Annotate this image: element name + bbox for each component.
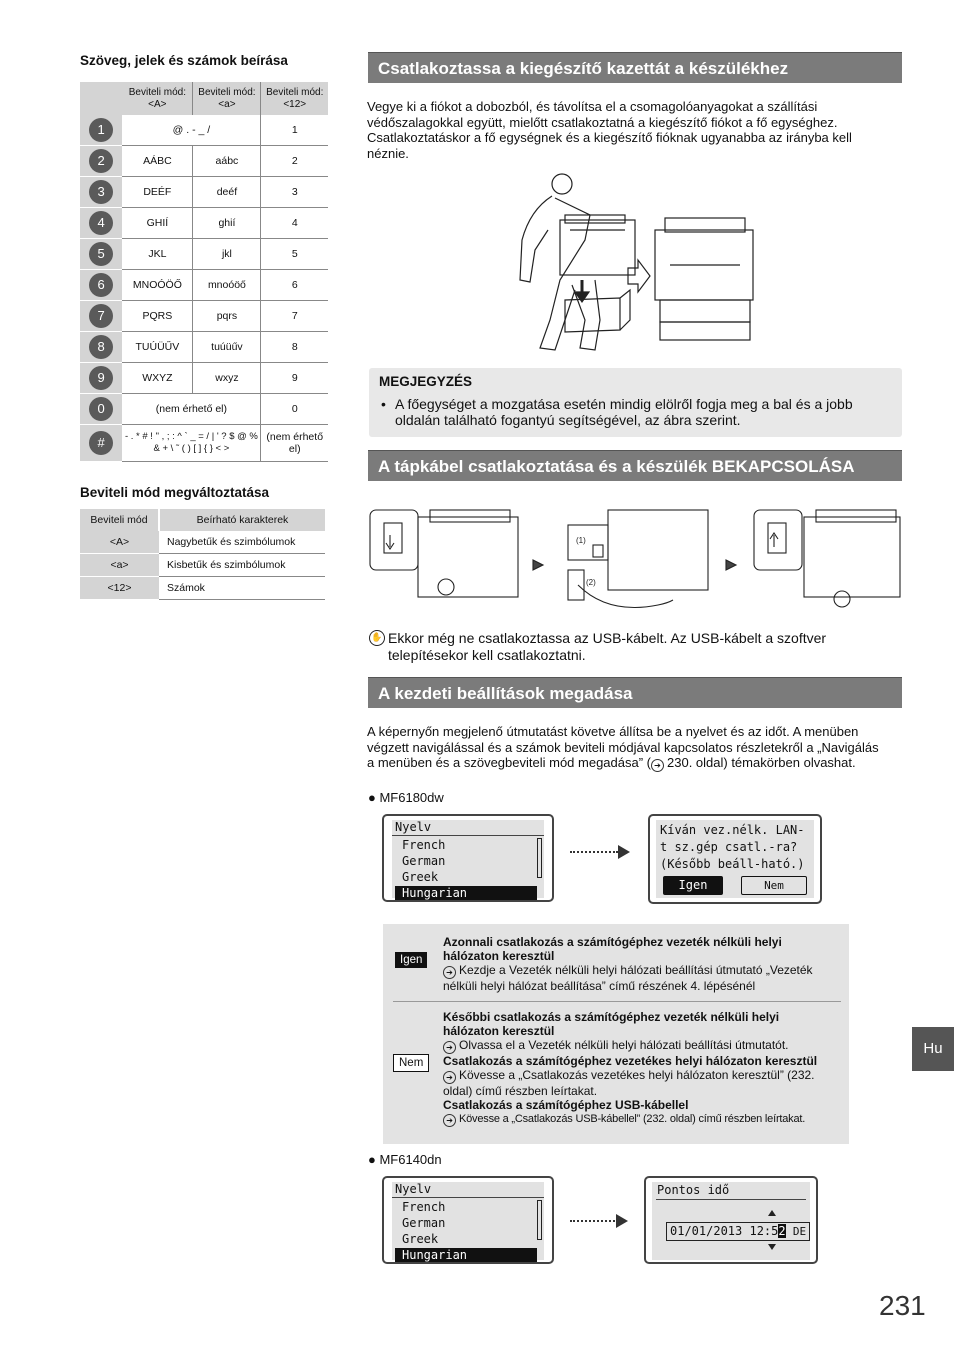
key-0-icon: 0 [89, 397, 113, 421]
upper-chars: PQRS [122, 301, 193, 332]
key-4-icon: 4 [89, 211, 113, 235]
model-name: MF6140dn [379, 1152, 442, 1167]
lcd-title: Nyelv [395, 820, 432, 834]
no-button[interactable]: Nem [741, 876, 807, 895]
upper-chars: MNOÓÖŐ [122, 270, 193, 301]
lcd-option[interactable]: French [402, 838, 446, 852]
note-box [369, 368, 902, 437]
header-mode-a: Beviteli mód: <a> [193, 82, 261, 115]
model-label-2: ● MF6140dn [368, 1152, 442, 1167]
lcd-line: Kíván vez.nélk. LAN- [660, 823, 805, 837]
lcd-title: Nyelv [395, 1182, 432, 1196]
mode-cell: <a> [80, 554, 159, 577]
lower-chars: pqrs [193, 301, 261, 332]
key-number: 1 [261, 115, 328, 146]
options-box [383, 924, 849, 1144]
option-no-text-1 [443, 1038, 838, 1054]
mode-desc: Számok [159, 577, 325, 600]
header-mode-12: Beviteli mód: <12> [261, 82, 328, 115]
down-arrow-icon[interactable] [768, 1244, 776, 1250]
no-tag: Nem [393, 1054, 429, 1072]
text-line: Csatlakoztatáskor a fő egységnek és a kiegészítő fióknak ugyanabba az irányba kell [367, 130, 852, 145]
header-mode-A: Beviteli mód: <A> [122, 82, 193, 115]
time-suffix: DE [792, 1225, 807, 1238]
text-line: védőszalagokkal együtt, mielőtt csatlakoztatná a kiegészítő fiókot a fő egységhez. [367, 114, 838, 130]
lcd-scrollbar[interactable] [537, 838, 542, 878]
usb-warning [388, 630, 826, 664]
yes-tag: Igen [395, 952, 427, 968]
lcd-option-selected[interactable]: Hungarian [395, 886, 537, 900]
option-no-title-2: Csatlakozás a számítógéphez vezetékes helyi hálózaton keresztül [443, 1054, 818, 1068]
lcd-option[interactable]: Greek [402, 870, 439, 884]
yes-button[interactable]: Igen [663, 876, 723, 895]
mode-desc: Kisbetűk és szimbólumok [159, 554, 325, 577]
lcd-option[interactable]: Greek [402, 1232, 439, 1246]
note-line: A főegységet a mozgatása esetén mindig elölről fogja meg a bal és a jobb [395, 396, 853, 412]
lower-chars: tuúüűv [193, 332, 261, 363]
key-row [80, 301, 328, 332]
initial-settings-text [367, 724, 879, 772]
upper-chars: GHIÍ [122, 208, 193, 239]
key-number: 9 [261, 363, 328, 394]
key-row [80, 208, 328, 239]
key-table [80, 82, 328, 462]
power-illustration [368, 505, 904, 620]
key-5-icon: 5 [89, 242, 113, 266]
lower-chars: mnoóöő [193, 270, 261, 301]
key-8-icon: 8 [89, 335, 113, 359]
text-line: Ekkor még ne csatlakoztassa az USB-kábelt. Az USB-kábelt a szoftver [388, 630, 827, 646]
time-cursor: 2 [778, 1224, 786, 1238]
lcd-wireless-question [648, 814, 822, 904]
upper-chars: DEÉF [122, 177, 193, 208]
page-ref-icon: ➔ [651, 759, 664, 772]
key-row [80, 363, 328, 394]
key-7-icon: 7 [89, 304, 113, 328]
lower-chars: ghií [193, 208, 261, 239]
key-row [80, 332, 328, 363]
bullet-icon: • [381, 396, 386, 412]
text-line: 230. oldal) témakörben olvashat. [667, 755, 856, 770]
key-row [80, 394, 328, 425]
key-row [80, 177, 328, 208]
heading-text-entry: Szöveg, jelek és számok beírása [80, 53, 288, 68]
section-title-initial-settings: A kezdeti beállítások megadása [368, 677, 902, 708]
key-number: 5 [261, 239, 328, 270]
lcd-option[interactable]: French [402, 1200, 446, 1214]
lcd-language-2 [382, 1176, 554, 1264]
page-ref-icon: ➔ [443, 1071, 456, 1084]
key-chars: - . * # ! " , ; : ^ ` _ = / | ' ? $ @ % & + \ ˜ ( ) [ ] { } < > [122, 425, 261, 462]
dotted-arrow [570, 1220, 618, 1222]
key-row [80, 115, 328, 146]
key-number: 0 [261, 394, 328, 425]
label-1: (1) [576, 536, 586, 545]
text: Kezdje a Vezeték nélküli helyi hálózati beállítási útmutató „Vezeték nélküli helyi hálózat beállítása” című részének 4. lépésénél [443, 963, 813, 993]
mode-desc: Nagybetűk és szimbólumok [159, 531, 325, 554]
text-line: néznie. [367, 145, 409, 161]
section-title-cassette: Csatlakoztassa a kiegészítő kazettát a készülékhez [368, 52, 902, 83]
option-no-text-2 [443, 1068, 838, 1098]
lcd-line: (Később beáll-ható.) [660, 857, 805, 871]
lcd-scrollbar[interactable] [537, 1200, 542, 1240]
key-number: (nem érhető el) [261, 425, 328, 462]
page-ref-icon: ➔ [443, 1114, 456, 1127]
key-chars: @ . - _ / [122, 115, 261, 146]
key-row [80, 239, 328, 270]
key-number: 6 [261, 270, 328, 301]
lcd-line: t sz.gép csatl.-ra? [660, 840, 798, 854]
lower-chars: aábc [193, 146, 261, 177]
mode-header: Beviteli mód [80, 509, 159, 531]
lcd-title: Pontos idő [657, 1183, 730, 1197]
key-row [80, 425, 328, 462]
time-value: 01/01/2013 12:5 [670, 1224, 779, 1238]
text-line: telepítésekor kell csatlakoztatni. [388, 647, 586, 663]
mode-cell: <12> [80, 577, 159, 600]
mode-table [80, 509, 325, 600]
key-hash-icon: # [89, 431, 113, 455]
key-6-icon: 6 [89, 273, 113, 297]
option-no-title-3: Csatlakozás a számítógéphez USB-kábellel [443, 1098, 689, 1112]
note-line: oldalán található fogantyú segítségével, az ábra szerint. [395, 412, 741, 428]
cassette-instructions [367, 99, 852, 161]
option-yes-title: Azonnali csatlakozás a számítógéphez vezeték nélküli helyi hálózaton keresztül [443, 935, 782, 963]
label-2: (2) [586, 578, 596, 587]
option-no-title-1: Későbbi csatlakozás a számítógéphez vezeték nélküli helyi hálózaton keresztül [443, 1010, 780, 1038]
note-body [381, 396, 853, 428]
key-number: 7 [261, 301, 328, 332]
lcd-language-1 [382, 814, 554, 902]
upper-chars: TUÚÜŰV [122, 332, 193, 363]
upper-chars: AÁBC [122, 146, 193, 177]
chars-header: Beírható karakterek [159, 509, 325, 531]
key-number: 8 [261, 332, 328, 363]
page-number: 231 [879, 1290, 926, 1321]
upper-chars: JKL [122, 239, 193, 270]
time-input[interactable] [666, 1222, 810, 1241]
key-9-icon: 9 [89, 366, 113, 390]
section-title-power: A tápkábel csatlakoztatása és a készülék BEKAPCSOLÁSA [368, 450, 902, 481]
text-line: végzett navigálással és a számok beviteli módjával kapcsolatos részletekről a „Navigálás [367, 739, 879, 755]
key-1-icon: 1 [89, 118, 113, 142]
key-3-icon: 3 [89, 180, 113, 204]
key-row [80, 146, 328, 177]
text-line: Vegye ki a fiókot a dobozból, és távolítsa el a csomagolóanyagokat a szállítási [367, 99, 818, 114]
arrow-right-icon [616, 1214, 628, 1228]
text: Kövesse a „Csatlakozás USB-kábellel” (232. oldal) című részben leírtakat. [459, 1113, 806, 1125]
note-title: MEGJEGYZÉS [379, 374, 473, 389]
page-ref-icon: ➔ [443, 1041, 456, 1054]
cassette-illustration [510, 170, 760, 355]
key-number: 4 [261, 208, 328, 239]
up-arrow-icon[interactable] [768, 1210, 776, 1216]
option-yes-text [443, 963, 838, 993]
text: Kövesse a „Csatlakozás vezetékes helyi hálózaton keresztül” (232. oldal) című részben leírtakat. [443, 1068, 815, 1098]
lower-chars: wxyz [193, 363, 261, 394]
lcd-time [644, 1176, 818, 1264]
lcd-option[interactable]: German [402, 854, 446, 868]
dotted-arrow [570, 851, 618, 853]
warning-icon: ✋ [369, 630, 385, 646]
lcd-option-selected[interactable]: Hungarian [395, 1248, 537, 1262]
arrow-right-icon [618, 845, 630, 859]
upper-chars: WXYZ [122, 363, 193, 394]
text-line: A képernyőn megjelenő útmutatást követve állítsa be a nyelvet és az időt. A menüben [367, 724, 859, 739]
key-2-icon: 2 [89, 149, 113, 173]
text: Olvassa el a Vezeték nélküli helyi hálózati beállítási útmutatót. [459, 1038, 789, 1052]
mode-cell: <A> [80, 531, 159, 554]
lower-chars: deéf [193, 177, 261, 208]
option-no-text-3 [443, 1112, 843, 1127]
language-tab: Hu [912, 1027, 954, 1071]
key-row [80, 270, 328, 301]
lcd-option[interactable]: German [402, 1216, 446, 1230]
heading-mode-change: Beviteli mód megváltoztatása [80, 485, 270, 500]
text-line: a menüben és a szövegbeviteli mód megadása” ( [367, 755, 651, 770]
model-name: MF6180dw [379, 790, 444, 805]
key-chars: (nem érhető el) [122, 394, 261, 425]
key-number: 3 [261, 177, 328, 208]
page-ref-icon: ➔ [443, 966, 456, 979]
model-label-1: ● MF6180dw [368, 790, 444, 805]
key-number: 2 [261, 146, 328, 177]
lower-chars: jkl [193, 239, 261, 270]
